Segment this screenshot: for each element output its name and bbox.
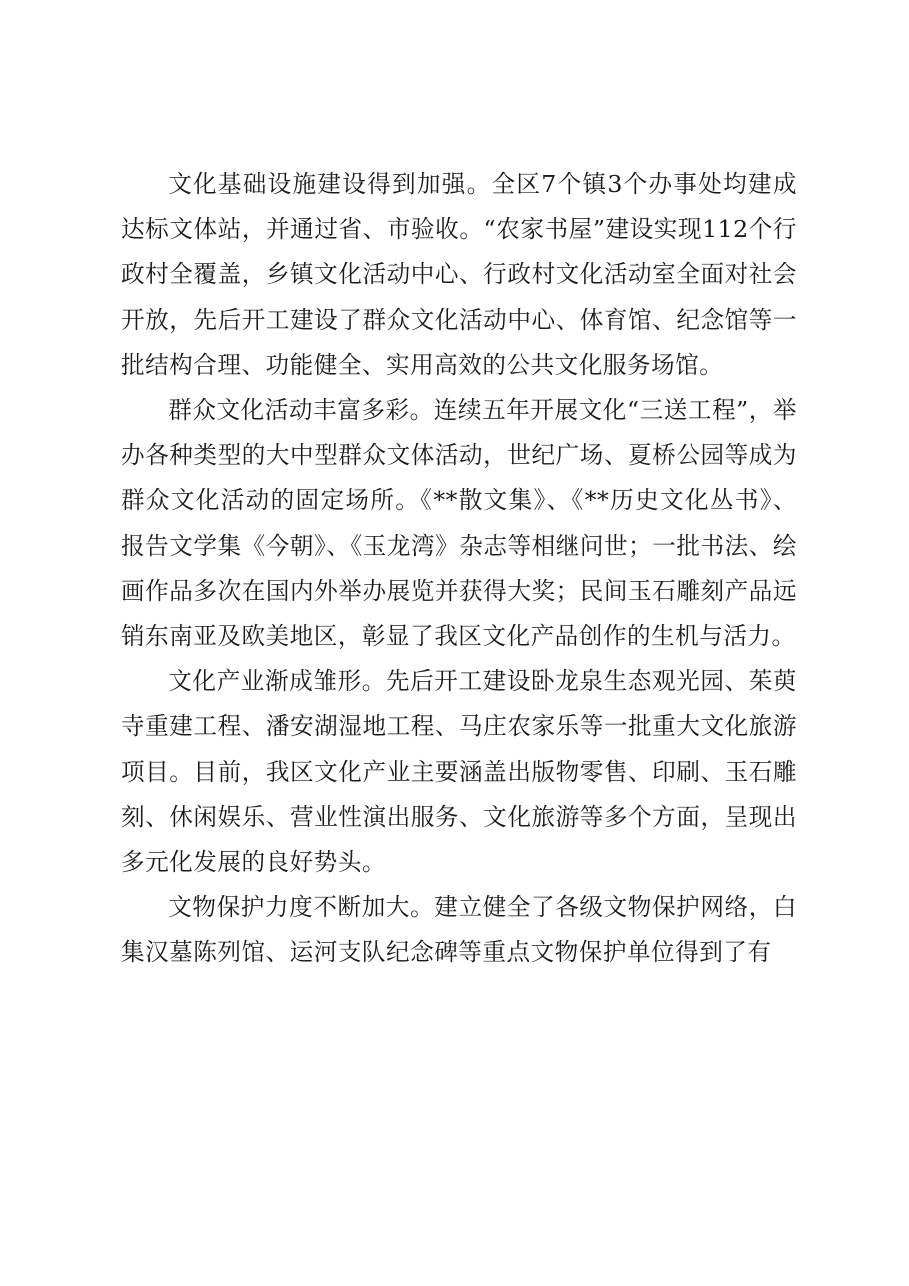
paragraph-cultural-industry: 文化产业渐成雏形。先后开工建设卧龙泉生态观光园、茱萸寺重建工程、潘安湖湿地工程、马庄农家乐等一批重大文化旅游项目。目前，我区文化产业主要涵盖出版物零售、印刷、玉石雕刻、休闲娱乐、营业性演出服务、文化旅游等多个方面，呈现出多元化发展的良好势头。 bbox=[121, 667, 797, 877]
document-body bbox=[121, 162, 797, 976]
paragraph-cultural-relics-protection: 文物保护力度不断加大。建立健全了各级文物保护网络，白集汉墓陈列馆、运河支队纪念碑等重点文物保护单位得到了有 bbox=[121, 893, 797, 967]
paragraph-cultural-infrastructure: 文化基础设施建设得到加强。全区7个镇3个办事处均建成达标文体站，并通过省、市验收。“农家书屋”建设实现112个行政村全覆盖，乡镇文化活动中心、行政村文化活动室全面对社会开放，先后开工建设了群众文化活动中心、体育馆、纪念馆等一批结构合理、功能健全、实用高效的公共文化服务场馆。 bbox=[121, 170, 797, 379]
paragraph-mass-cultural-activities: 群众文化活动丰富多彩。连续五年开展文化“三送工程”，举办各种类型的大中型群众文体活动，世纪广场、夏桥公园等成为群众文化活动的固定场所。《**散文集》、《**历史文化丛书》、报告文学集《今朝》、《玉龙湾》杂志等相继问世；一批书法、绘画作品多次在国内外举办展览并获得大奖；民间玉石雕刻产品远销东南亚及欧美地区，彰显了我区文化产品创作的生机与活力。 bbox=[121, 396, 797, 651]
